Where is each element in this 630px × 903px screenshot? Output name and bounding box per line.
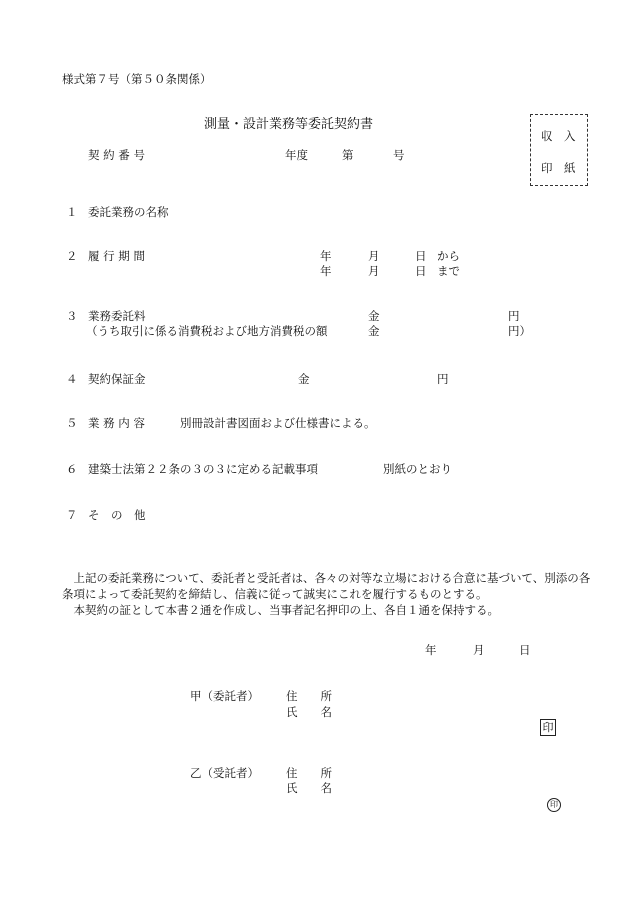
period-end-month: 月 xyxy=(368,264,380,278)
item-6-label: 建築士法第２２条の３の３に定める記載事項 xyxy=(88,462,318,476)
period-end-suffix: まで xyxy=(437,264,460,278)
date-year: 年 xyxy=(425,643,437,657)
guarantee-en: 円 xyxy=(437,372,449,386)
party-a-address-label: 住 所 xyxy=(286,689,332,703)
counterparts-paragraph: 本契約の証として本書２通を作成し、当事者記名押印の上、各自１通を保持する。 xyxy=(62,603,499,617)
party-a-name-label: 氏 名 xyxy=(286,705,332,719)
item-1-label: 委託業務の名称 xyxy=(88,205,169,219)
item-3-label: 業務委託料 xyxy=(88,309,146,323)
party-b-name-label: 氏 名 xyxy=(286,781,332,795)
party-a-seal: 印 xyxy=(540,719,556,736)
agreement-paragraph: 上記の委託業務について、委託者と受託者は、各々の対等な立場における合意に基づいて、別添の各条項によって委託契約を締結し、信義に従って誠実にこれを履行するものとする。 xyxy=(62,571,591,601)
stamp-label-line1: 収 入 xyxy=(541,129,576,143)
revenue-stamp-box xyxy=(530,114,588,186)
period-end-year: 年 xyxy=(320,264,332,278)
form-number-label: 様式第７号（第５０条関係） xyxy=(62,72,212,86)
item-5-value: 別冊設計書図面および仕様書による。 xyxy=(180,416,376,430)
period-end-day: 日 xyxy=(415,264,427,278)
tax-label: （うち取引に係る消費税および地方消費税の額 xyxy=(86,324,328,338)
date-day: 日 xyxy=(519,643,531,657)
contract-number-label: 契 約 番 号 xyxy=(88,148,145,162)
party-b-address-label: 住 所 xyxy=(286,766,332,780)
item-2-label: 履 行 期 間 xyxy=(88,249,145,263)
guarantee-kin: 金 xyxy=(298,372,310,386)
item-7-label: そ の 他 xyxy=(88,508,146,522)
item-4-label: 契約保証金 xyxy=(88,372,146,386)
item-5-number: ５ xyxy=(66,416,78,430)
period-start-suffix: から xyxy=(437,249,460,263)
item-3-number: ３ xyxy=(66,309,78,323)
period-start-year: 年 xyxy=(320,249,332,263)
item-1-number: １ xyxy=(66,205,78,219)
party-a-label: 甲（委託者） xyxy=(190,689,259,703)
item-7-number: ７ xyxy=(66,508,78,522)
date-month: 月 xyxy=(473,643,485,657)
period-start-month: 月 xyxy=(368,249,380,263)
contract-go-label: 号 xyxy=(393,148,405,162)
item-6-value: 別紙のとおり xyxy=(383,462,452,476)
fee-en: 円 xyxy=(508,309,520,323)
party-b-seal: 印 xyxy=(547,798,561,812)
contract-dai-label: 第 xyxy=(342,148,354,162)
period-start-day: 日 xyxy=(415,249,427,263)
document-title: 測量・設計業務等委託契約書 xyxy=(204,117,374,132)
party-b-label: 乙（受託者） xyxy=(190,766,259,780)
tax-kin: 金 xyxy=(368,324,380,338)
fee-kin: 金 xyxy=(368,309,380,323)
item-5-label: 業 務 内 容 xyxy=(88,416,145,430)
item-4-number: ４ xyxy=(66,372,78,386)
item-6-number: ６ xyxy=(66,462,78,476)
item-2-number: ２ xyxy=(66,249,78,263)
tax-en: 円） xyxy=(508,324,531,338)
stamp-label-line2: 印 紙 xyxy=(541,161,576,175)
contract-year-label: 年度 xyxy=(285,148,308,162)
